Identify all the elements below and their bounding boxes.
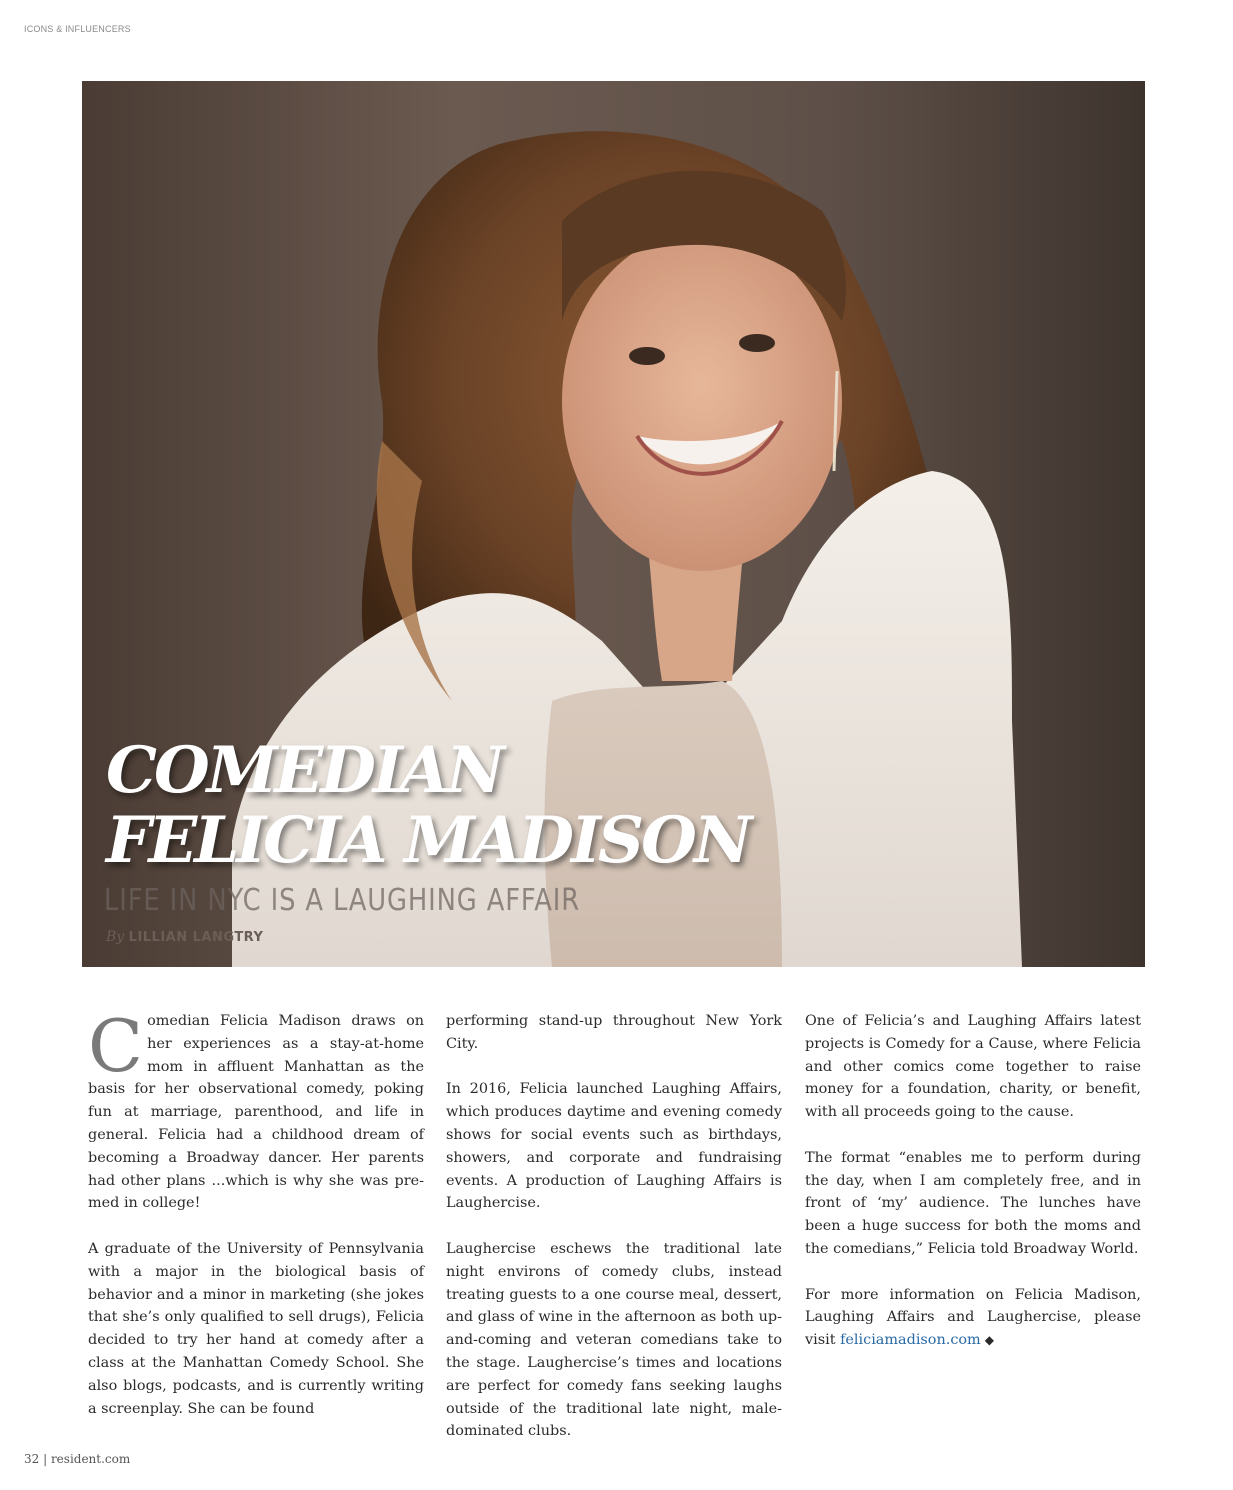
article-headline [106,733,750,878]
paragraph: Laughercise eschews the traditional late night environs of comedy clubs, instead treating guests to a one course meal, dessert, and glass of wine in the afternoon as both up-and-coming and veteran comedians take to the stage. Laughercise’s times and locations are perfect for comedy fans seeking laughs outside of the traditional late night, male-dominated clubs. [446,1240,782,1440]
paragraph [805,1284,1141,1352]
paragraph [88,1004,424,1215]
page-folio: 32 | resident.com [24,1452,131,1466]
article-column-2 [446,1010,782,1466]
drop-cap: C [88,1004,144,1088]
end-mark-icon: ◆ [984,1333,994,1348]
headline-line-1: COMEDIAN [106,733,502,808]
byline [106,929,263,945]
website-link[interactable]: feliciamadison.com [840,1332,981,1349]
paragraph: One of Felicia’s and Laughing Affairs latest projects is Comedy for a Cause, where Felicia and other comics come together to raise money for a foundation, charity, or benefit, with all proceeds going to the cause. [805,1013,1141,1121]
paragraph-text: For more information on Felicia Madison, Laughing Affairs and Laughercise, please visit [805,1286,1141,1349]
paragraph: A graduate of the University of Pennsylvania with a major in the biological basis of behavior and a minor in marketing (she jokes that she’s only qualified to sell drugs), Felicia decided to try her hand at comedy after a class at the Manhattan Comedy School. She also blogs, podcasts, and is currently writing a screenplay. She can be found [88,1240,424,1417]
paragraph: In 2016, Felicia launched Laughing Affairs, which produces daytime and evening comedy shows for social events such as birthdays, showers, and corporate and fundraising events. A production of Laughing Affairs is Laughercise. [446,1081,782,1212]
hero-photo [82,81,1145,967]
section-label: ICONS & INFLUENCERS [24,24,131,34]
paragraph: The format “enables me to perform during the day, when I am completely free, and in front of ‘my’ audience. The lunches have been a huge success for both the moms and the comedians,” Felicia told Broadway World. [805,1149,1141,1257]
headline-line-2: FELICIA MADISON [106,803,750,878]
article-column-3 [805,1010,1141,1375]
byline-prefix: By [106,929,125,945]
article-column-1 [88,1004,424,1443]
paragraph-text: omedian Felicia Madison draws on her experiences as a stay-at-home mom in affluent Manhattan as the basis for her observational comedy, poking fun at marriage, parenthood, and life in general. Felicia had a childhood dream of becoming a Broadway dancer. Her parents had other plans ...which is why she was pre-med in college! [88,1013,424,1212]
paragraph: performing stand-up throughout New York City. [446,1013,782,1052]
byline-author: LILLIAN LANGTRY [128,930,264,945]
article-subtitle: LIFE IN NYC IS A LAUGHING AFFAIR [104,883,580,918]
